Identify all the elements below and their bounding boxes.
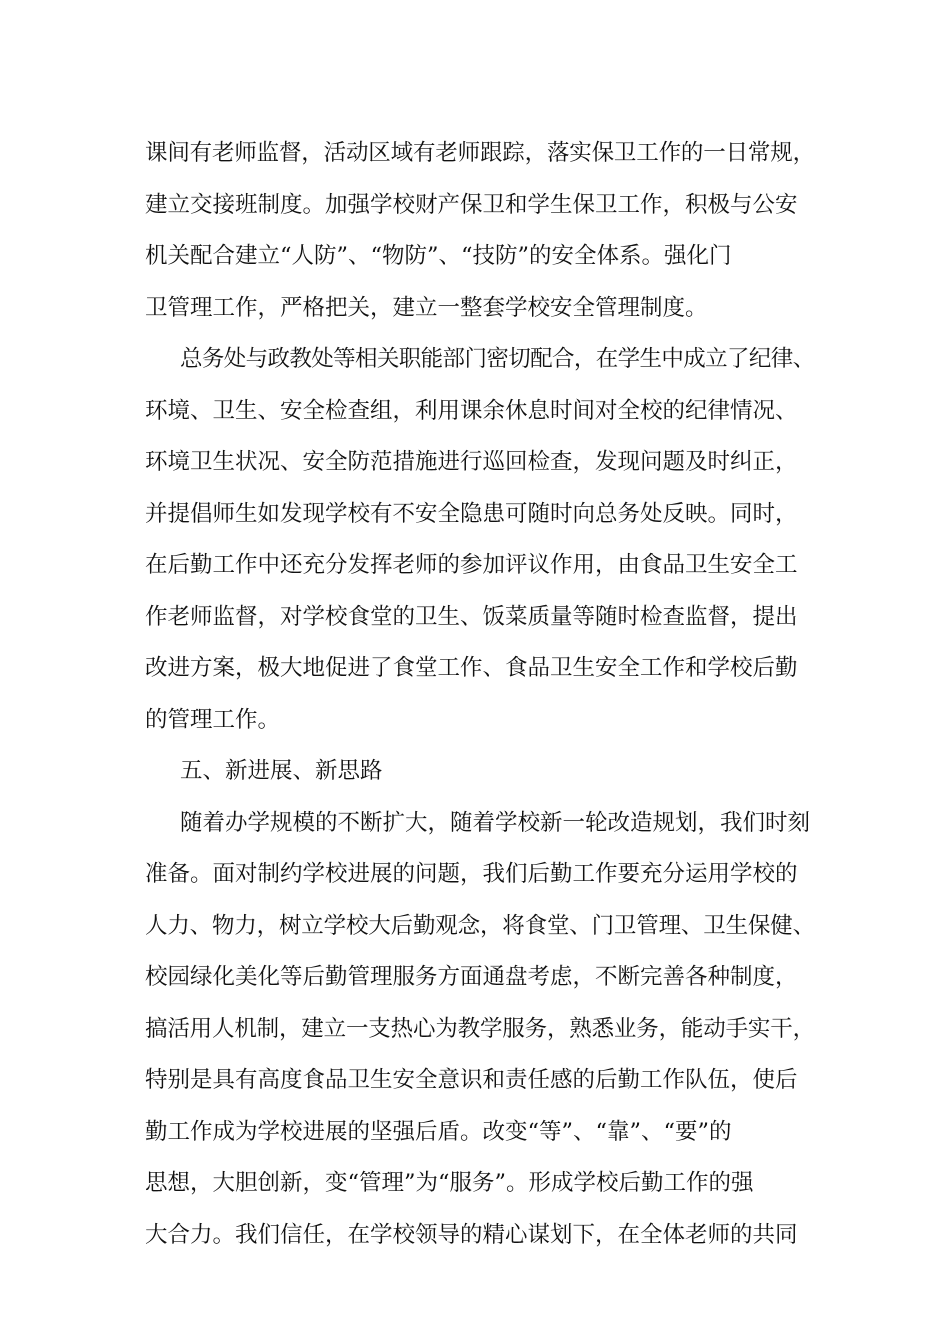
text-line: 总务处与政教处等相关职能部门密切配合，在学生中成立了纪律、: [180, 346, 815, 372]
text-line: 大合力。我们信任，在学校领导的精心谋划下，在全体老师的共同: [145, 1221, 798, 1248]
text-line: 勤工作成为学校进展的坚强后盾。改变“等”、“靠”、“要”的: [145, 1118, 732, 1145]
text-line: 作老师监督，对学校食堂的卫生、饭菜质量等随时检查监督，提出: [145, 603, 798, 630]
text-line: 校园绿化美化等后勤管理服务方面通盘考虑，不断完善各种制度，: [145, 964, 798, 990]
text-line: 卫管理工作，严格把关，建立一整套学校安全管理制度。: [145, 294, 708, 321]
text-line: 人力、物力，树立学校大后勤观念，将食堂、门卫管理、卫生保健、: [145, 912, 815, 939]
text-line: 搞活用人机制，建立一支热心为教学服务，熟悉业务，能动手实干，: [145, 1015, 815, 1042]
text-line: 并提倡师生如发现学校有不安全隐患可随时向总务处反映。同时，: [145, 500, 798, 527]
text-line: 改进方案，极大地促进了食堂工作、食品卫生安全工作和学校后勤: [145, 655, 798, 681]
text-line: 课间有老师监督，活动区域有老师跟踪，落实保卫工作的一日常规，: [145, 140, 815, 166]
text-line: 环境卫生状况、安全防范措施进行巡回检查，发现问题及时纠正，: [145, 449, 798, 475]
text-line: 特别是具有高度食品卫生安全意识和责任感的后勤工作队伍，使后: [145, 1067, 798, 1093]
text-line: 机关配合建立“人防”、“物防”、“技防”的安全体系。强化门: [145, 243, 732, 269]
text-line: 环境、卫生、安全检查组，利用课余休息时间对全校的纪律情况、: [145, 397, 798, 424]
text-line: 准备。面对制约学校进展的问题，我们后勤工作要充分运用学校的: [145, 861, 798, 887]
text-line: 五、新进展、新思路: [180, 758, 383, 784]
text-line: 随着办学规模的不断扩大，随着学校新一轮改造规划，我们时刻: [180, 809, 811, 836]
text-line: 的管理工作。: [145, 706, 281, 733]
document-body: [145, 128, 815, 1261]
text-line: 建立交接班制度。加强学校财产保卫和学生保卫工作，积极与公安: [145, 191, 798, 218]
text-line: 在后勤工作中还充分发挥老师的参加评议作用，由食品卫生安全工: [145, 552, 798, 578]
text-line: 思想，大胆创新，变“管理”为“服务”。形成学校后勤工作的强: [145, 1170, 754, 1196]
